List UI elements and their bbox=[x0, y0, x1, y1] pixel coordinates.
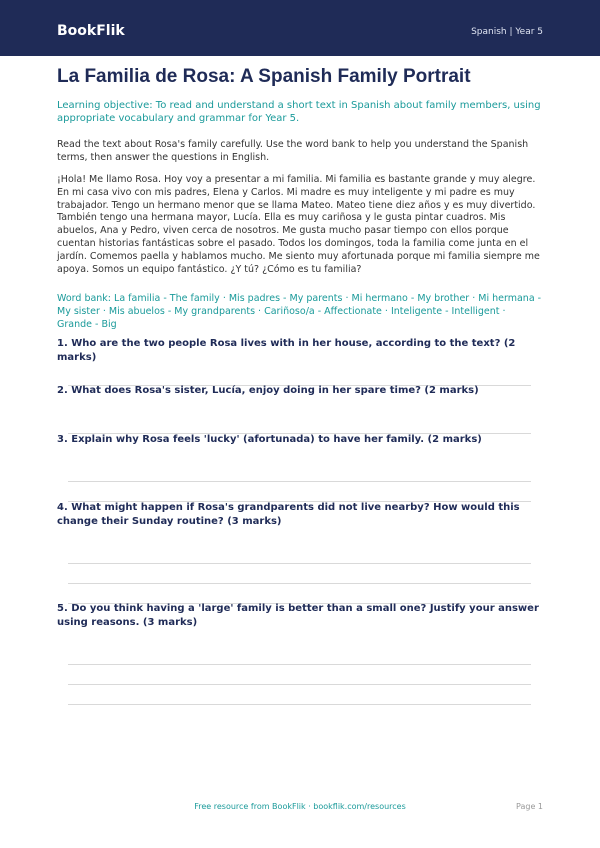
question-2: 2. What does Rosa's sister, Lucía, enjoy doing in her spare time? (2 marks) bbox=[57, 385, 479, 396]
answer-line[interactable] bbox=[68, 664, 531, 665]
question-5: 5. Do you think having a 'large' family is better than a small one? Justify your answer using reasons. (3 marks) bbox=[57, 603, 539, 628]
instructions: Read the text about Rosa's family carefully. Use the word bank to help you understand the Spanish terms, then answer the questions in English. bbox=[57, 139, 529, 163]
learning-objective: Learning objective: To read and understand a short text in Spanish about family members, using appropriate vocabulary and grammar for Year 5. bbox=[57, 100, 541, 124]
word-bank: Word bank: La familia - The family · Mis padres - My parents · Mi hermano - My brother · Mi hermana - My sister · Mis abuelos - My grandparents · Cariñoso/a - Affectionate · Inteligente - Intelligent · Grande - Big bbox=[57, 293, 542, 330]
answer-line[interactable] bbox=[68, 563, 531, 564]
answer-line[interactable] bbox=[68, 583, 531, 584]
question-1: 1. Who are the two people Rosa lives with in her house, according to the text? (2 marks) bbox=[57, 338, 516, 363]
header-bar bbox=[0, 0, 600, 56]
brand-logo[interactable]: BookFlik bbox=[57, 23, 125, 39]
question-4: 4. What might happen if Rosa's grandparents did not live nearby? How would this change their Sunday routine? (3 marks) bbox=[57, 502, 520, 527]
worksheet-title: La Familia de Rosa: A Spanish Family Portrait bbox=[57, 66, 471, 87]
footer-credit[interactable]: Free resource from BookFlik · bookflik.com/resources bbox=[194, 802, 406, 811]
reading-passage: ¡Hola! Me llamo Rosa. Hoy voy a presentar a mi familia. Mi familia es bastante grande y muy alegre. En mi casa vivo con mis padres, Elena y Carlos. Mi madre es muy inteligente y mi padre es muy trabajador. Tengo un hermano menor que se llama Mateo. Mateo tiene diez años y es muy divertido. También tengo una hermana mayor, Lucía. Ella es muy cariñosa y le gusta pintar cuadros. Mis abuelos, Ana y Pedro, viven cerca de nosotros. Me gusta mucho pasar tiempo con ellos porque cuentan historias fantásticas sobre el pasado. Todos los domingos, toda la familia come junta en el jardín. Comemos paella y hablamos mucho. Me siento muy afortunada porque mi familia siempre me apoya. Somos un equipo fantástico. ¿Y tú? ¿Cómo es tu familia? bbox=[57, 174, 540, 275]
page-number: Page 1 bbox=[516, 802, 543, 811]
answer-line[interactable] bbox=[68, 704, 531, 705]
question-3: 3. Explain why Rosa feels 'lucky' (afortunada) to have her family. (2 marks) bbox=[57, 434, 482, 445]
answer-line[interactable] bbox=[68, 684, 531, 685]
answer-line[interactable] bbox=[68, 481, 531, 482]
subject-year: Spanish | Year 5 bbox=[471, 27, 543, 37]
